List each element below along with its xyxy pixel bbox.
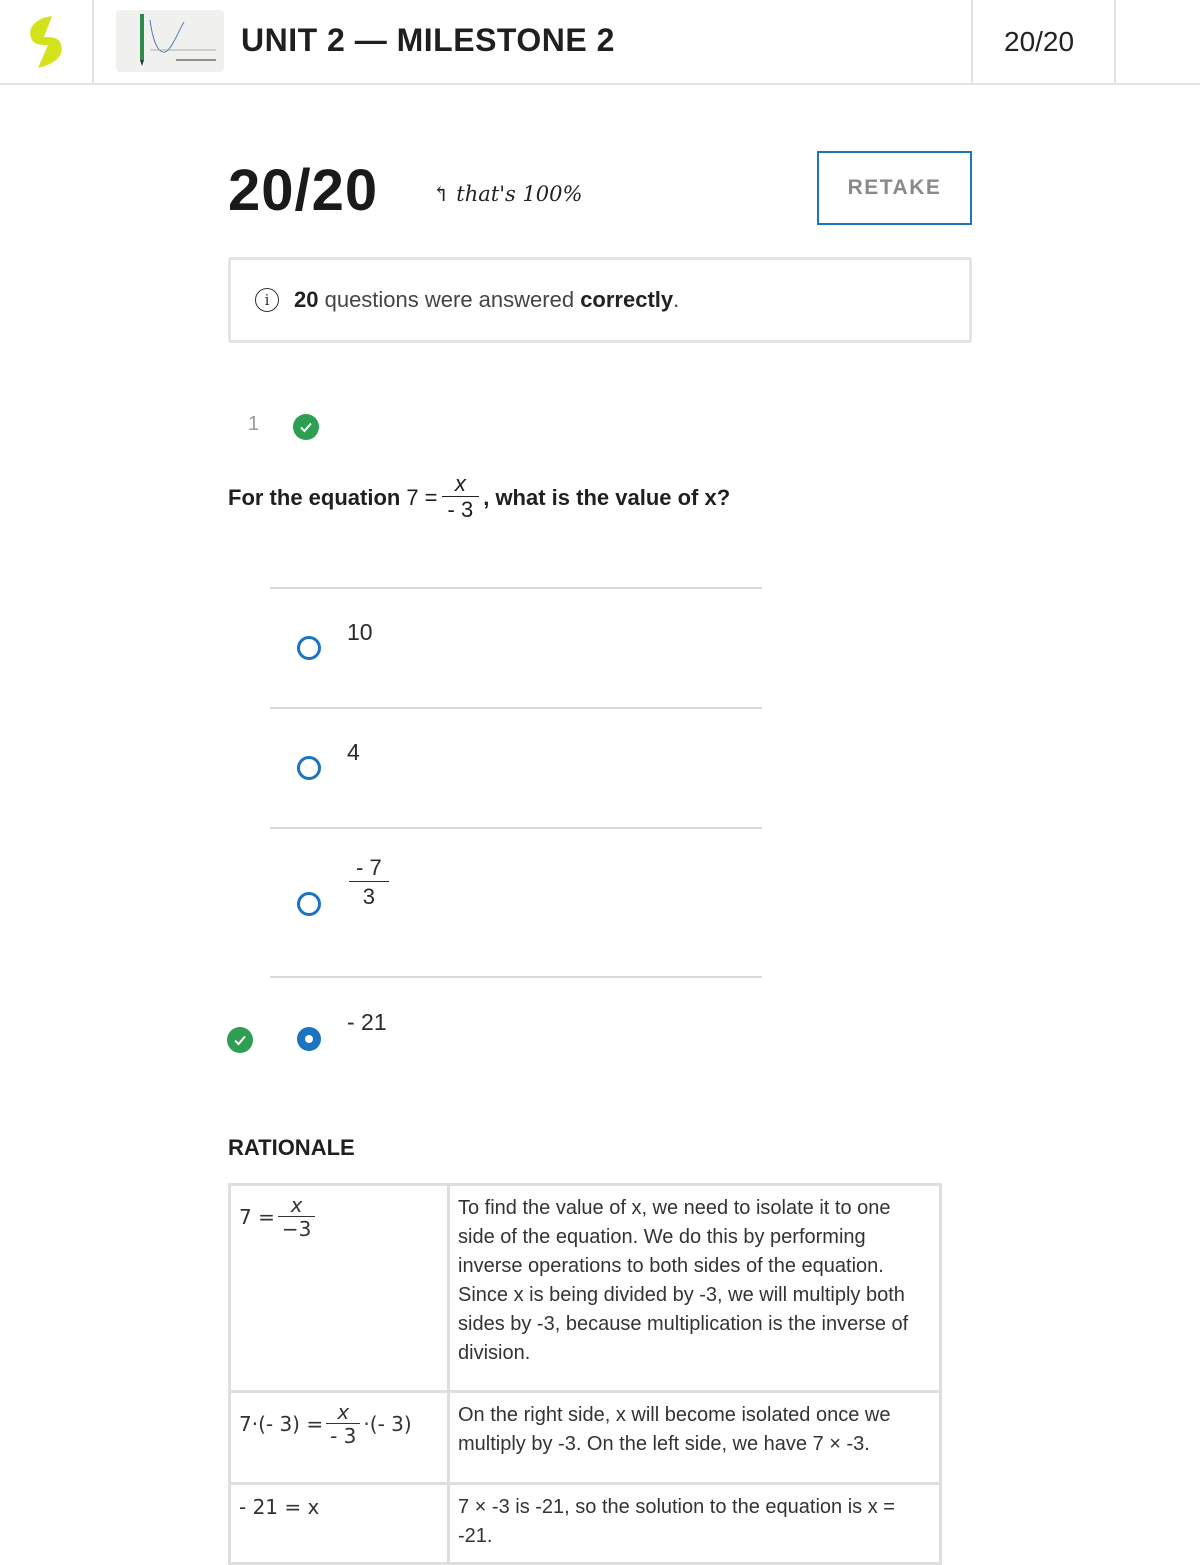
rationale-explanation: 7 × -3 is -21, so the solution to the equation is x = -21. [449,1484,941,1564]
header-divider [971,0,973,83]
math-fraction [278,1194,315,1241]
option-radio-1[interactable] [297,636,321,660]
rationale-explanation: To find the value of x, we need to isolate it to one side of the equation. We do this by performing inverse operations to both sides of the equation. Since x is being divided by -3, we will multiply both sides by -3, because multiplication is the inverse of division. [449,1185,941,1392]
info-emphasis: correctly [580,287,674,312]
option-divider [270,707,762,709]
correct-check-icon [293,414,319,440]
math-rhs: ·(- 3) [363,1412,412,1436]
math-expression: - 21 = x [239,1495,320,1519]
correct-answer-check-icon [227,1027,253,1053]
option-label-3[interactable] [348,855,390,912]
unit-title: UNIT 2 — MILESTONE 2 [241,22,615,58]
rationale-row [230,1484,941,1564]
rationale-table [228,1183,942,1565]
option-divider [270,827,762,829]
rationale-row [230,1392,941,1484]
score-display: 20/20 [228,158,379,223]
info-end: . [673,287,680,312]
option-label-1[interactable]: 10 [347,619,373,645]
fraction-numerator: x [454,471,466,496]
option-divider [270,976,762,978]
question-prefix: For the equation [228,484,401,510]
info-text: questions were answered [318,287,581,312]
rationale-row [230,1185,941,1392]
option-radio-4[interactable] [297,1027,321,1051]
info-icon: i [255,288,279,312]
math-numerator: x [290,1193,303,1217]
retake-button[interactable]: RETAKE [817,151,972,225]
rationale-math [230,1185,449,1392]
rationale-math [230,1392,449,1484]
header-score: 20/20 [1004,26,1075,57]
results-info-box [228,257,972,343]
question-text [228,472,730,523]
math-fraction [326,1401,360,1448]
course-thumbnail [116,10,224,72]
rationale-title: RATIONALE [228,1135,355,1160]
fraction-denominator: - 3 [442,496,480,523]
question-number: 1 [248,413,260,435]
rationale-explanation: On the right side, x will become isolated once we multiply by -3. On the left side, we have 7 × -3. [449,1392,941,1484]
option-radio-3[interactable] [297,892,321,916]
equation-lhs: 7 = [406,484,438,510]
option-radio-2[interactable] [297,756,321,780]
option-label-4[interactable]: - 21 [347,1009,387,1035]
option-fraction-numerator: - 7 [356,855,382,880]
option-divider [270,587,762,589]
rationale-math [230,1484,449,1564]
option-label-2[interactable]: 4 [347,739,360,765]
math-lhs: 7 = [239,1205,275,1229]
arrow-left-icon: ↰ [432,182,450,206]
math-denominator: - 3 [326,1423,360,1448]
math-denominator: −3 [278,1216,315,1241]
math-numerator: x [337,1400,350,1424]
question-suffix: , what is the value of x? [483,484,731,510]
sophia-logo-icon[interactable] [22,14,70,70]
math-lhs: 7·(- 3) = [239,1412,324,1436]
header-divider [92,0,94,83]
option-fraction-denominator: 3 [349,881,389,912]
correct-count: 20 [294,287,319,312]
score-note: ↰ that's 100% [432,182,583,206]
top-bar [0,0,1200,85]
header-divider [1114,0,1116,83]
question-fraction [442,472,480,523]
